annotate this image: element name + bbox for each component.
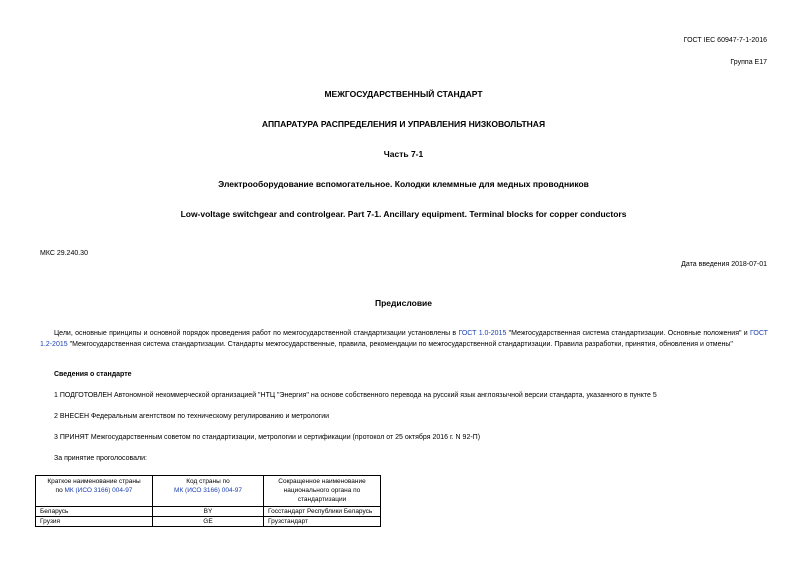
foreword-text: "Межгосударственная система стандартизации. Стандарты межгосударственные, правила, рекомендации по межгосударственной стандартизации. Правила разработки, принятия, обновления и отмены"	[67, 341, 733, 348]
part-title: Часть 7-1	[383, 149, 424, 159]
gost-1-0-link[interactable]: ГОСТ 1.0-2015	[458, 330, 507, 337]
column-header-text: по	[55, 487, 65, 494]
mks-code: МКС 29.240.30	[40, 250, 88, 257]
info-item-3: 3 ПРИНЯТ Межгосударственным советом по стандартизации, метрологии и сертификации (протокол от 25 октября 2016 г. N 92-П)	[54, 434, 481, 441]
national-body-cell: Грузстандарт	[264, 517, 381, 527]
column-header-national-body: Сокращенное наименование национального органа по стандартизации	[264, 476, 381, 507]
standard-main-title: АППАРАТУРА РАСПРЕДЕЛЕНИЯ И УПРАВЛЕНИЯ НИЗКОВОЛЬТНАЯ	[261, 119, 546, 129]
column-header-text: Краткое наименование страны	[47, 478, 141, 485]
info-item-2: 2 ВНЕСЕН Федеральным агентством по техническому регулированию и метрологии	[54, 413, 330, 420]
table-row	[36, 507, 381, 517]
country-cell: Беларусь	[36, 507, 153, 517]
country-cell: Грузия	[36, 517, 153, 527]
table-row	[36, 517, 381, 527]
subtitle-russian: Электрооборудование вспомогательное. Колодки клеммные для медных проводников	[218, 179, 589, 189]
foreword-heading: Предисловие	[374, 298, 433, 308]
foreword-text: Цели, основные принципы и основной порядок проведения работ по межгосударственной стандартизации установлены в	[54, 330, 459, 337]
mk-iso-3166-link[interactable]: МК (ИСО 3166) 004-97	[64, 487, 133, 494]
voted-label: За принятие проголосовали:	[54, 455, 147, 462]
group-code: Группа Е17	[730, 59, 767, 66]
countries-table	[35, 475, 381, 527]
mk-iso-3166-link[interactable]: МК (ИСО 3166) 004-97	[174, 487, 242, 494]
country-code-cell: BY	[153, 507, 264, 517]
column-header-code	[153, 476, 264, 507]
subtitle-english: Low-voltage switchgear and controlgear. Part 7-1. Ancillary equipment. Terminal blocks for copper conductors	[180, 209, 627, 219]
standard-info-heading: Сведения о стандарте	[54, 371, 132, 378]
interstate-standard-title: МЕЖГОСУДАРСТВЕННЫЙ СТАНДАРТ	[324, 89, 483, 99]
column-header-text: Код страны по	[186, 478, 230, 485]
gost-1-2-link[interactable]: ГОСТ 1.2-2015	[40, 330, 768, 348]
document-code: ГОСТ IEC 60947-7-1-2016	[683, 37, 767, 44]
national-body-cell: Госстандарт Республики Беларусь	[264, 507, 381, 517]
foreword-text: "Межгосударственная система стандартизации. Основные положения" и	[506, 330, 751, 337]
info-item-1: 1 ПОДГОТОВЛЕН Автономной некоммерческой организацией "НТЦ "Энергия" на основе собственного перевода на русский язык англоязычной версии стандарта, указанного в пункте 5	[54, 392, 657, 399]
introduction-date: Дата введения 2018-07-01	[681, 261, 767, 268]
column-header-country	[36, 476, 153, 507]
table-header-row	[36, 476, 381, 507]
foreword-paragraph	[40, 328, 768, 350]
country-code-cell: GE	[153, 517, 264, 527]
